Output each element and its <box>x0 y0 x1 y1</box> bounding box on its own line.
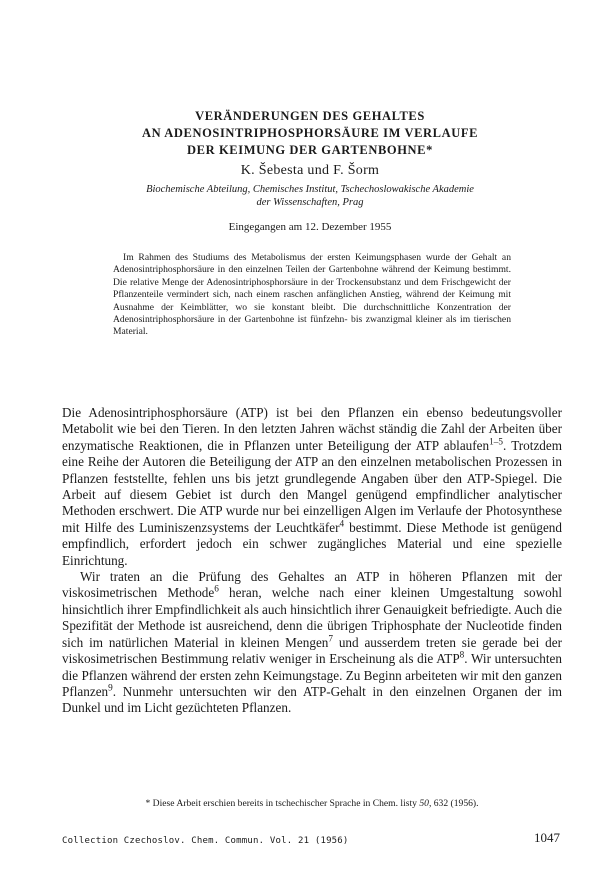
authors: K. Šebesta und F. Šorm <box>240 163 380 178</box>
title-line-3: DER KEIMUNG DER GARTENBOHNE* <box>187 143 433 157</box>
affiliation-line-1: Biochemische Abteilung, Chemisches Institut, Tschechoslowakische Akademie <box>146 184 474 195</box>
paragraph-2: Wir traten an die Prüfung des Gehaltes an ATP in höheren Pflanzen mit der viskosimetrischen Methode$^6$ heran, welche nach einer kleinen Umgestaltung sowohl hinsichtlich ihrer Empfindlichkeit als auch hinsichtlich ihrer Genauigkeit befriedigte. Auch die Spezifität der Methode ist ausreichend, denn die übrigen Triphosphate der Nucleotide finden sich im natürlichen Material in kleinen Mengen$^7$ und ausserdem treten sie gerade bei der viskosimetrischen Bestimmung relativ weniger in Erscheinung als die ATP$^8$. Wir untersuchten die Pflanzen während der ersten zehn Keimungstage. Zu Beginn arbeiteten wir mit den ganzen Pflanzen$^9$. Nunmehr untersuchten wir den ATP-Gehalt in den einzelnen Organen der im Dunkel und im Licht gezüchteten Pflanzen. <box>62 569 563 716</box>
footnote: * Diese Arbeit erschien bereits in tschechischer Sprache in Chem. listy 50, 632 (1956). <box>145 798 479 809</box>
received-date: Eingegangen am 12. Dezember 1955 <box>228 221 392 233</box>
journal-citation: Collection Czechoslov. Chem. Commun. Vol. 21 (1956) <box>62 836 349 846</box>
title-line-1: VERÄNDERUNGEN DES GEHALTES <box>195 109 425 123</box>
paragraph-1: Die Adenosintriphosphorsäure (ATP) ist bei den Pflanzen ein ebenso bedeutungsvoller Metabolit wie bei den Tieren. In den letzten Jahren wächst ständig die Zahl der Arbeiten über enzymatische Reaktionen, die in Pflanzen unter Beteiligung der ATP ablaufen$^{1-5}$. Trotzdem eine Reihe der Autoren die Beteiligung der ATP an den einzelnen metabolischen Prozessen in Pflanzen feststellte, fehlen uns bis jetzt grundlegende Angaben über den ATP-Spiegel. Die Arbeit auf diesem Gebiet ist durch den Mangel genügend empfindlicher analytischer Methoden erschwert. Die ATP wurde nur bei einzelligen Algen im Verlaufe der Photosynthese mit Hilfe des Luminiszenzsystems der Leuchtkäfer$^4$ bestimmt. Diese Methode ist genügend empfindlich, erfordert jedoch ein schwer zugängliches Material und eine spezielle Einrichtung. <box>62 405 562 568</box>
footnote-volume: 50 <box>419 798 429 809</box>
page-number: 1047 <box>534 830 560 845</box>
abstract: Im Rahmen des Studiums des Metabolismus der ersten Keimungsphasen wurde der Gehalt an Adenosintriphosphorsäure in den einzelnen Teilen der Gartenbohne während der Keimung bestimmt. Die relative Menge der Adenosintriphosphorsäure in der Trockensubstanz und dem Frischgewicht der Pflanzenteile vermindert sich, nach einem raschen anfänglichen Anstieg, während der Keimung mit Ausnahme der Keimblätter, wo sie konstant bleibt. Die durchschnittliche Konzentration der Adenosintriphosphorsäure in der Gartenbohne ist fünfzehn- bis zwanzigmal kleiner als im tierischen Material. <box>113 252 511 338</box>
citation: 9 <box>108 682 113 693</box>
citation: 8 <box>459 649 465 660</box>
citation: 4 <box>339 518 345 529</box>
citation: 7 <box>328 633 334 644</box>
body-text <box>62 405 562 717</box>
affiliation <box>100 183 520 209</box>
title-line-2: AN ADENOSINTRIPHOSPHORSÄURE IM VERLAUFE <box>141 126 479 140</box>
affiliation-line-2: der Wissenschaften, Prag <box>256 197 364 208</box>
citation: 6 <box>214 584 219 595</box>
paper-title <box>100 108 520 159</box>
citation: 1–5 <box>489 436 503 447</box>
